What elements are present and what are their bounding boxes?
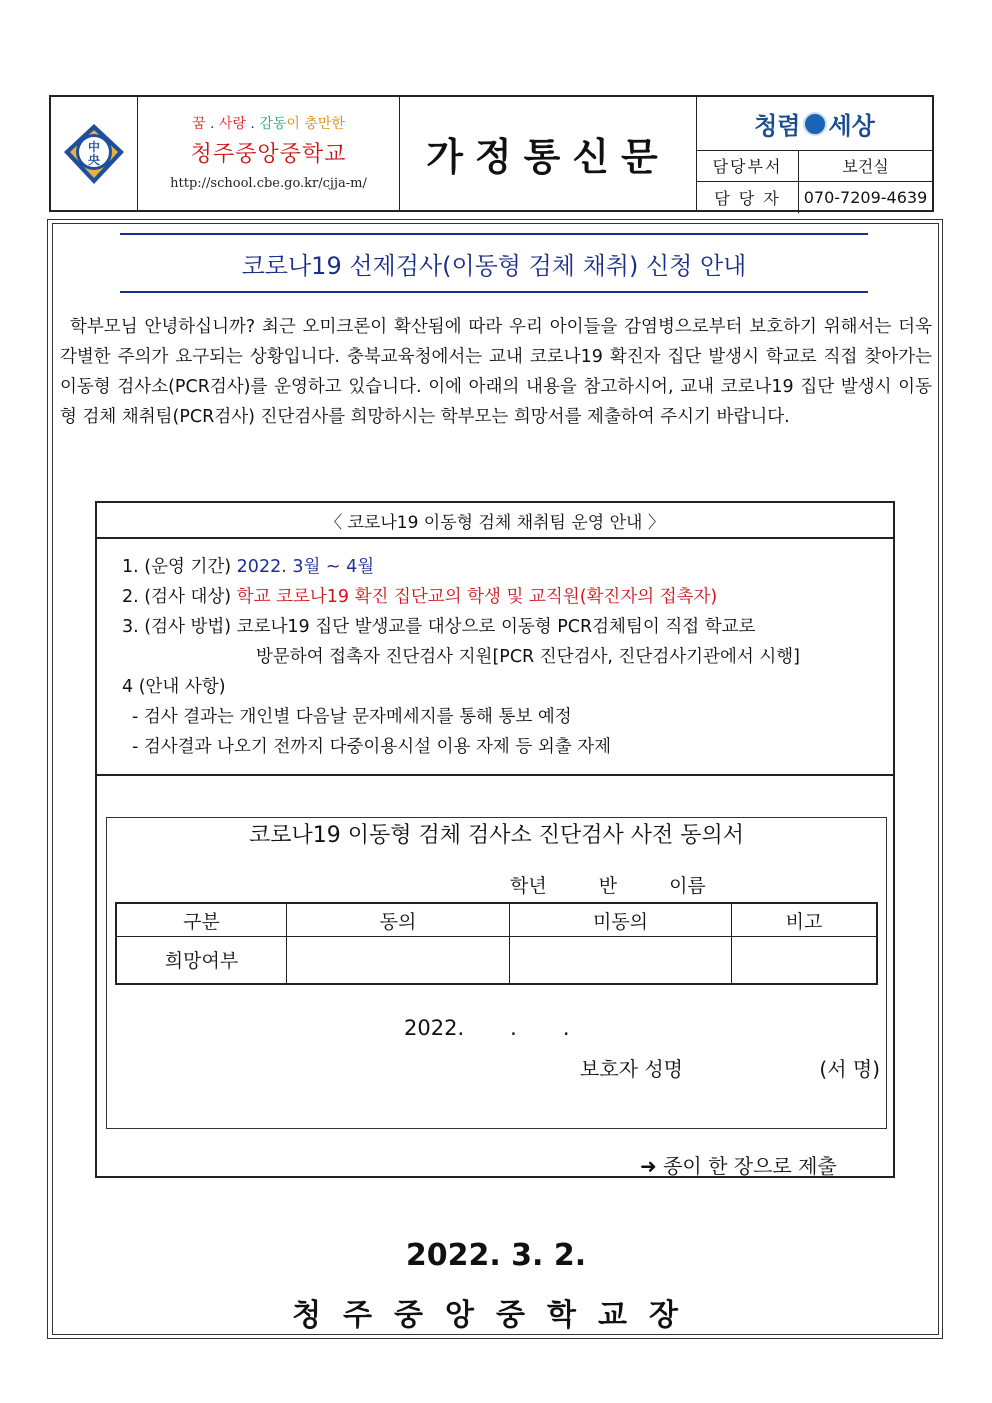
slogan-word-2: 사랑 bbox=[218, 116, 246, 132]
signature-date bbox=[404, 1016, 616, 1040]
info-item-3-line2: 방문하여 접촉자 진단검사 지원[PCR 진단검사, 진단검사기관에서 시행] bbox=[256, 647, 800, 667]
item1-value: 2022. 3월 ~ 4월 bbox=[236, 557, 375, 577]
class-label: 반 bbox=[598, 875, 618, 897]
disagree-cell[interactable] bbox=[510, 936, 732, 983]
logo-text-bottom: 央 bbox=[87, 152, 101, 167]
notice-title: 코로나19 선제검사(이동형 검체 채취) 신청 안내 bbox=[120, 233, 868, 293]
grade-label: 학년 bbox=[510, 875, 547, 897]
school-name: 청주중앙중학교 bbox=[190, 142, 347, 167]
col-header-agree: 동의 bbox=[287, 904, 510, 936]
person-row bbox=[697, 182, 932, 213]
col-header-note: 비고 bbox=[785, 910, 823, 933]
item2-value: 학교 코로나19 확진 집단교의 학생 및 교직원(확진자의 접촉자) bbox=[236, 587, 718, 607]
slogan-word-4: 이 충만한 bbox=[286, 116, 345, 132]
brand-right: 세상 bbox=[828, 111, 875, 140]
person-label: 담 당 자 bbox=[697, 182, 799, 213]
school-info-cell bbox=[138, 97, 400, 210]
guardian-signature-line bbox=[580, 1053, 880, 1082]
item2-label: 2. (검사 대상) bbox=[122, 587, 237, 607]
principal-signature: 청주중앙중학교장 bbox=[292, 1298, 700, 1333]
logo-cell bbox=[51, 97, 138, 210]
consent-title: 코로나19 이동형 검체 검사소 진단검사 사전 동의서 bbox=[249, 823, 744, 848]
info-box-divider bbox=[97, 774, 893, 776]
issue-date: 2022. 3. 2. bbox=[405, 1238, 587, 1273]
name-label: 이름 bbox=[669, 875, 706, 897]
info-box-heading: 〈 코로나19 이동형 검체 채취팀 운영 안내 〉 bbox=[97, 503, 893, 539]
student-info-line bbox=[510, 871, 890, 898]
main-title-cell bbox=[400, 97, 697, 210]
slogan-word-3: 감동 bbox=[259, 116, 287, 132]
col-header-category: 구분 bbox=[117, 904, 287, 936]
agree-cell[interactable] bbox=[287, 936, 510, 983]
dept-label: 담당부서 bbox=[697, 150, 799, 181]
info-item-2 bbox=[122, 582, 892, 612]
dept-row bbox=[697, 150, 932, 182]
brand-logo bbox=[697, 97, 932, 151]
submit-note: ➜ 종이 한 장으로 제출 bbox=[640, 1154, 837, 1178]
school-slogan bbox=[138, 113, 399, 133]
brand-left: 청렴 bbox=[754, 111, 801, 140]
info-item-4-sub1: - 검사 결과는 개인별 다음날 문자메세지를 통해 통보 예정 bbox=[132, 707, 572, 727]
brand-dot-icon bbox=[803, 112, 827, 136]
date-dot-1: . bbox=[510, 1016, 517, 1040]
logo-text-top: 中 bbox=[87, 139, 101, 154]
school-logo-icon bbox=[62, 122, 126, 186]
letter-header bbox=[49, 95, 934, 212]
info-item-1 bbox=[122, 552, 892, 582]
info-item-4: 4 (안내 사항) bbox=[122, 677, 226, 697]
consent-table bbox=[115, 902, 878, 985]
main-title: 가정통신문 bbox=[426, 135, 670, 179]
row-label-wish: 희망여부 bbox=[117, 936, 287, 983]
slogan-sep-2: . bbox=[245, 116, 260, 132]
guardian-label: 보호자 성명 bbox=[580, 1057, 683, 1081]
info-item-4-sub2: - 검사결과 나오기 전까지 다중이용시설 이용 자제 등 외출 자제 bbox=[132, 737, 612, 757]
slogan-word-1: 꿈 bbox=[192, 116, 206, 132]
consent-table-header bbox=[117, 904, 876, 937]
info-item-3-line1: 3. (검사 방법) 코로나19 집단 발생교를 대상으로 이동형 PCR검체팀이 직접 학교로 bbox=[122, 617, 756, 637]
dept-value: 보건실 bbox=[842, 157, 889, 176]
col-header-disagree: 미동의 bbox=[510, 904, 732, 936]
school-url[interactable]: http://school.cbe.go.kr/cjja-m/ bbox=[170, 176, 367, 191]
date-year: 2022. bbox=[404, 1016, 465, 1040]
info-items bbox=[122, 552, 892, 762]
sign-label[interactable]: (서 명) bbox=[819, 1057, 880, 1081]
item1-label: 1. (운영 기간) bbox=[122, 557, 237, 577]
date-dot-2: . bbox=[562, 1016, 570, 1040]
intro-paragraph: 학부모님 안녕하십니까? 최근 오미크론이 확산됨에 따라 우리 아이들을 감염병으로부터 보호하기 위해서는 더욱 각별한 주의가 요구되는 상황입니다. 충북교육청에서는 교내 코로나19 확진자 집단 발생시 학교로 직접 찾아가는 이동형 검사소(PCR검사)를 운영하고 있습니다. 이에 아래의 내용을 참고하시어, 교내 코로나19 집단 발생시 이동형 검체 채취팀(PCR검사) 진단검사를 희망하시는 학부모는 희망서를 제출하여 주시기 바랍니다. bbox=[60, 317, 932, 427]
contact-cell bbox=[697, 97, 932, 210]
note-cell[interactable] bbox=[732, 936, 876, 983]
person-value: 070-7209-4639 bbox=[803, 188, 928, 207]
slogan-sep-1: . bbox=[205, 116, 219, 132]
consent-table-row bbox=[117, 936, 876, 983]
